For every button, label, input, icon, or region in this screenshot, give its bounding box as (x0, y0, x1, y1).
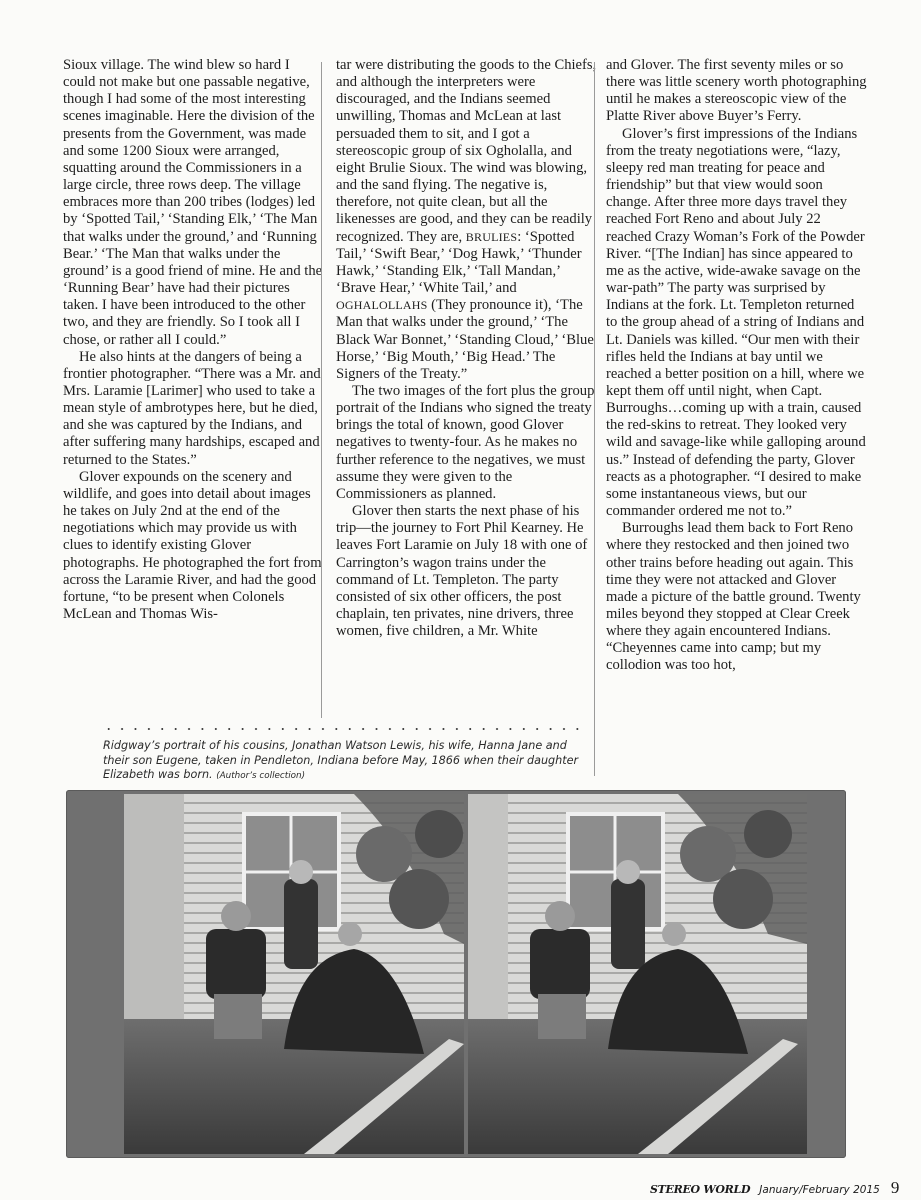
stereo-photo-left (124, 794, 464, 1154)
column-divider (321, 62, 322, 718)
small-caps-run: OGHALOLLAHS (336, 298, 428, 313)
paragraph: Burroughs lead them back to Fort Reno where they restocked and then joined two other trains before heading out again. This time they were not attacked and Glover made a picture of the battle ground. Twenty miles beyond they stopped at Clear Creek where they again encountered Indians. “Cheyennes came into camp; but my collodion was too hot, (606, 520, 861, 674)
page-number: 9 (890, 1178, 900, 1197)
page-footer (650, 1178, 900, 1197)
caption-text: Ridgway’s portrait of his cousins, Jonathan Watson Lewis, his wife, Hanna Jane and their son Eugene, taken in Pendleton, Indiana before May, 1866 when their daughter Elizabeth was born. (103, 739, 579, 782)
magazine-name: STEREO WORLD (650, 1183, 751, 1196)
paragraph: Glover then starts the next phase of his trip—the journey to Fort Phil Kearney. He leaves Fort Laramie on July 18 with one of Carrington’s wagon trains under the command of Lt. Templeton. The party consisted of six other officers, the post chaplain, ten privates, nine drivers, three women, five children, a Mr. White (336, 503, 588, 640)
stereo-card (66, 790, 846, 1158)
paragraph: He also hints at the dangers of being a frontier photographer. “There was a Mr. and Mrs. Laramie [Larimer] who used to take a mean style of ambrotypes here, but he died, and she was captured by the Indians, and after suffering many hardships, escaped and returned to the States.” (63, 348, 321, 468)
small-caps-run: BRULIES (465, 229, 518, 244)
column-divider (594, 62, 595, 776)
dotted-rule (102, 727, 584, 731)
paragraph: Glover’s first impressions of the Indians from the treaty negotiations were, “lazy, sleepy red man treating for peace and friendship” but that view would soon change. After three more days travel they reached Fort Reno and about July 22 reached Crazy Woman’s Fork of the Powder River. “[The Indian] has since appeared to me as the active, wide-awake savage on the war-path” The party was surprised by Indians at the fork. Lt. Templeton returned to the group ahead of a string of Indians and Lt. Daniels was killed. “Our men with their rifles held the Indians at bay until we reached a better position on a hill, where we kept them off until night, when Capt. Burroughs…coming up with a train, caused the red-skins to retreat. They looked very wild and savage-like while galloping around us.” Instead of defending the party, Glover reacts as a photographer. “I desired to make some instantaneous views, but our commander ordered me not to.” (606, 125, 866, 520)
paragraph: The two images of the fort plus the group portrait of the Indians who signed the treaty brings the total of known, good Glover negatives to twenty-four. As he makes no further reference to the negatives, we must assume they were given to the Commissioners as planned. (336, 382, 595, 502)
text-column-2 (336, 57, 598, 640)
text-run: (They pronounce it), ‘The Man that walks under the ground,’ ‘The Black War Bonnet,’ ‘Standing Cloud,’ ‘Blue Horse,’ ‘Big Mouth,’ ‘Big Head.’ The Signers of the Treaty.” (336, 297, 594, 382)
text-run: tar were distributing the goods to the Chiefs, and although the interpreters were discouraged, and the Indians seemed unwilling, Thomas and McLean at last persuaded them to sit, and I got a stereoscopic group of six Ogholalla, and eight Brulie Sioux. The wind was blowing, and the sand flying. The negative is, therefore, not quite clean, but all the likenesses are good, and they can be readily recognized. They are, (336, 57, 597, 245)
family-portrait-image (468, 794, 807, 1154)
family-portrait-image (124, 794, 464, 1154)
issue-date: January/February 2015 (759, 1184, 880, 1196)
paragraph (336, 57, 598, 383)
caption-credit: (Author’s collection) (216, 771, 306, 782)
paragraph: and Glover. The first seventy miles or so there was little scenery worth photographing until he makes a stereoscopic view of the Platte River above Buyer’s Ferry. (606, 57, 867, 125)
paragraph: Sioux village. The wind blew so hard I could not make but one passable negative, though I had some of the most interesting scenes imaginable. Here the division of the presents from the Government, was made and some 1200 Sioux were arranged, squatting around the Commissioners in a large circle, three rows deep. The village embraces more than 200 tribes (lodges) led by ‘Spotted Tail,’ ‘Standing Elk,’ ‘The Man that walks under the ground,’ and ‘Running Bear.’ ‘The Man that walks under the ground’ is a good friend of mine. He and the ‘Running Bear’ have had their pictures taken. I have been introduced to the other two, and they are friendly. So I took all I chose, or rather all I could.” (63, 57, 323, 348)
stereo-photo-right (468, 794, 807, 1154)
text-column-1 (63, 57, 325, 623)
text-run: : ‘Spotted Tail,’ ‘Swift Bear,’ ‘Dog Hawk,’ ‘Thunder Hawk,’ ‘Standing Elk,’ ‘Tall Mandan,’ ‘Brave Hear,’ ‘White Tail,’ and (336, 228, 582, 297)
photo-caption (103, 739, 585, 784)
paragraph: Glover expounds on the scenery and wildlife, and goes into detail about images he takes on July 2nd at the end of the negotiations which may provide us with clues to identify existing Glover photographs. He photographed the fort from across the Laramie River, and had the good fortune, “to be present when Colonels McLean and Thomas Wis- (63, 468, 322, 622)
text-column-3 (606, 57, 868, 675)
